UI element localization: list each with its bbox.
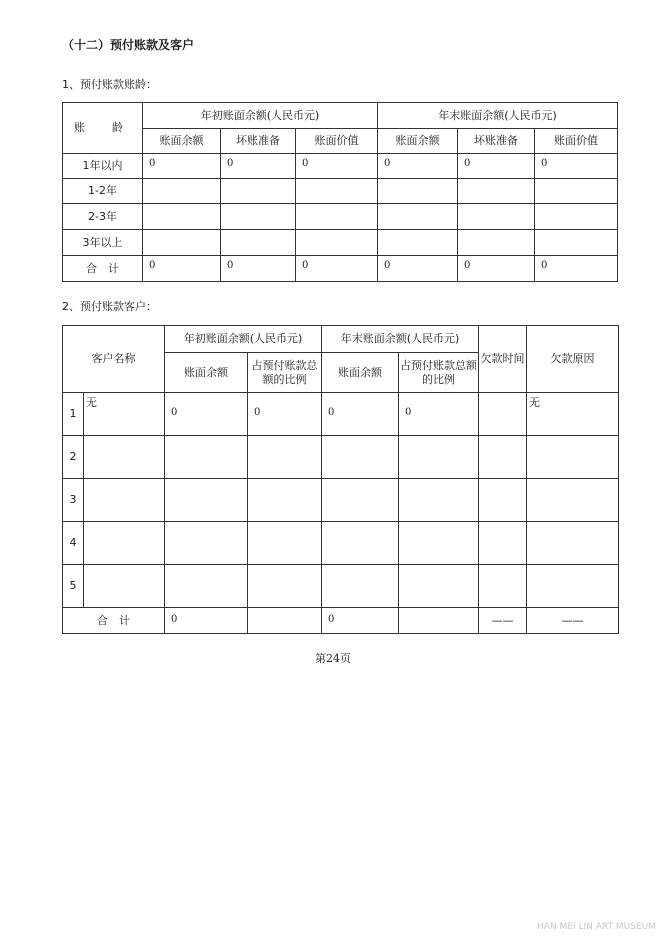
age-header: 账 龄 (63, 103, 143, 154)
debt-reason (527, 436, 619, 479)
total-label: 合 计 (63, 608, 165, 634)
sub-header: 账面余额 (322, 353, 399, 393)
row-label: 合 计 (63, 256, 143, 282)
customer-name: 无 (84, 393, 165, 436)
cell (399, 479, 479, 522)
cell (535, 204, 618, 230)
table-row-total (63, 608, 619, 634)
row-label: 2-3年 (63, 204, 143, 230)
row-number: 3 (63, 479, 84, 522)
row-number: 4 (63, 522, 84, 565)
end-balance-group-header: 年末账面余额(人民币元) (378, 103, 618, 129)
cell (143, 179, 221, 204)
cell (248, 436, 322, 479)
table-row (63, 230, 618, 256)
cell (221, 230, 296, 256)
debt-reason (527, 479, 619, 522)
customer-name (84, 479, 165, 522)
page-number: 第24页 (315, 652, 351, 665)
customer-table (62, 325, 619, 634)
cell (458, 179, 535, 204)
cell: 0 (296, 256, 378, 282)
cell: 0 (165, 393, 248, 436)
cell: 0 (248, 393, 322, 436)
debt-reason-header: 欠款原因 (527, 326, 619, 393)
cell (458, 230, 535, 256)
sub-header: 账面价值 (296, 129, 378, 154)
cell: 0 (378, 256, 458, 282)
debt-time-header: 欠款时间 (479, 326, 527, 393)
cell (535, 230, 618, 256)
debt-time (479, 479, 527, 522)
cell: 0 (221, 256, 296, 282)
cell (248, 522, 322, 565)
cell: 0 (535, 256, 618, 282)
row-label: 1-2年 (63, 179, 143, 204)
cell (322, 479, 399, 522)
cell (165, 479, 248, 522)
debt-reason: —— (527, 608, 619, 634)
watermark-text: HAN MEI LIN ART MUSEUM (537, 922, 656, 932)
debt-time: —— (479, 608, 527, 634)
cell (378, 230, 458, 256)
cell: 0 (143, 154, 221, 179)
customer-name (84, 522, 165, 565)
cell: 0 (535, 154, 618, 179)
customer-name (84, 436, 165, 479)
debt-time (479, 436, 527, 479)
cell (296, 230, 378, 256)
cell: 0 (322, 393, 399, 436)
row-number: 5 (63, 565, 84, 608)
cell (143, 204, 221, 230)
cell (399, 436, 479, 479)
section2-title: 2、预付账款客户： (62, 300, 157, 313)
sub-header: 坏账准备 (221, 129, 296, 154)
table-row (63, 565, 619, 608)
sub-header: 占预付账款总额的比例 (399, 353, 479, 393)
cell (248, 608, 322, 634)
debt-time (479, 522, 527, 565)
sub-header: 账面余额 (378, 129, 458, 154)
debt-reason (527, 522, 619, 565)
table-row (63, 204, 618, 230)
cell (165, 436, 248, 479)
cell (248, 565, 322, 608)
cell (296, 204, 378, 230)
sub-header: 坏账准备 (458, 129, 535, 154)
cell (322, 522, 399, 565)
cell: 0 (399, 393, 479, 436)
cell (399, 522, 479, 565)
cell (399, 565, 479, 608)
customer-name (84, 565, 165, 608)
cell (165, 565, 248, 608)
cell: 0 (458, 154, 535, 179)
table-row (63, 479, 619, 522)
cell (399, 608, 479, 634)
cell: 0 (165, 608, 248, 634)
row-number: 1 (63, 393, 84, 436)
cell (221, 179, 296, 204)
cell (458, 204, 535, 230)
sub-header: 占预付账款总额的比例 (248, 353, 322, 393)
cell: 0 (378, 154, 458, 179)
end-balance-group-header: 年末账面余额(人民币元) (322, 326, 479, 353)
cell: 0 (296, 154, 378, 179)
cell (535, 179, 618, 204)
cell: 0 (322, 608, 399, 634)
section1-title: 1、预付账款账龄： (62, 78, 157, 91)
begin-balance-group-header: 年初账面余额(人民币元) (143, 103, 378, 129)
row-label: 1年以内 (63, 154, 143, 179)
aging-table (62, 102, 618, 282)
sub-header: 账面余额 (165, 353, 248, 393)
debt-reason: 无 (527, 393, 619, 436)
cell (248, 479, 322, 522)
debt-time (479, 393, 527, 436)
cell (378, 204, 458, 230)
row-number: 2 (63, 436, 84, 479)
cell (165, 522, 248, 565)
table-row (63, 436, 619, 479)
cell: 0 (458, 256, 535, 282)
table-row (63, 154, 618, 179)
cell: 0 (143, 256, 221, 282)
sub-header: 账面余额 (143, 129, 221, 154)
table-row (63, 179, 618, 204)
section-heading: （十二）预付账款及客户 (62, 38, 195, 52)
watermark (537, 922, 656, 932)
debt-reason (527, 565, 619, 608)
cell (378, 179, 458, 204)
cell (322, 436, 399, 479)
table-row-total (63, 256, 618, 282)
table-row (63, 393, 619, 436)
cell (322, 565, 399, 608)
customer-name-header: 客户名称 (63, 326, 165, 393)
table-row (63, 522, 619, 565)
row-label: 3年以上 (63, 230, 143, 256)
begin-balance-group-header: 年初账面余额(人民币元) (165, 326, 322, 353)
sub-header: 账面价值 (535, 129, 618, 154)
cell (296, 179, 378, 204)
cell (143, 230, 221, 256)
cell (221, 204, 296, 230)
cell: 0 (221, 154, 296, 179)
debt-time (479, 565, 527, 608)
